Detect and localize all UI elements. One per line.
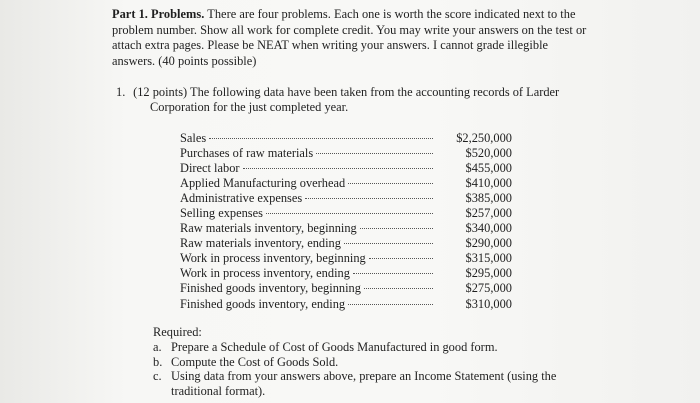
problem-1-statement (116, 85, 586, 116)
table-row (180, 266, 516, 281)
table-row (180, 131, 516, 146)
row-value: $315,000 (465, 251, 512, 266)
row-label: Raw materials inventory, beginning (180, 221, 357, 236)
row-value: $310,000 (465, 296, 512, 311)
table-row (180, 221, 516, 236)
required-item-letter: b. (153, 354, 163, 369)
required-heading: Required: (153, 325, 202, 339)
row-label: Administrative expenses (180, 191, 303, 206)
row-label: Work in process inventory, ending (180, 266, 350, 281)
table-row (180, 206, 516, 221)
table-row (180, 146, 516, 161)
row-label: Direct labor (180, 161, 240, 176)
table-row (180, 281, 516, 296)
row-value: $295,000 (465, 266, 512, 281)
required-item-text: Prepare a Schedule of Cost of Goods Manufactured in good form. (171, 339, 498, 354)
required-item-letter: a. (153, 339, 162, 354)
intro-text: There are four problems. Each one is worth the score indicated next to the problem number. Show all work for complete credit. You may write your answers on the test or attach extra pages. Please be NEAT when writing your answers. I cannot grade illegible answers. (40 points possible) (112, 7, 587, 68)
row-value: $520,000 (465, 146, 512, 161)
table-row (180, 251, 516, 266)
table-row (180, 176, 516, 191)
problem-line-1: (12 points) The following data have been taken from the accounting records of Larder (133, 85, 560, 99)
row-label: Applied Manufacturing overhead (180, 176, 346, 191)
required-item (153, 355, 593, 370)
table-row (180, 236, 516, 251)
required-item-text: Compute the Cost of Goods Sold. (171, 354, 339, 369)
row-label: Sales (180, 131, 207, 145)
row-value: $290,000 (465, 236, 512, 251)
row-value: $2,250,000 (456, 131, 512, 145)
row-label: Finished goods inventory, beginning (180, 281, 361, 296)
required-item-letter: c. (153, 369, 162, 384)
row-value: $340,000 (465, 221, 512, 236)
required-item (153, 340, 593, 355)
table-row (180, 191, 516, 206)
row-value: $410,000 (465, 176, 512, 191)
part-heading: Part 1. Problems. (112, 7, 205, 21)
row-value: $257,000 (465, 206, 512, 221)
required-section (153, 325, 593, 399)
problem-number: 1. (116, 85, 126, 99)
table-row (180, 161, 516, 176)
required-item (153, 369, 593, 399)
intro-paragraph (112, 7, 592, 69)
row-value: $275,000 (465, 281, 512, 296)
row-label: Work in process inventory, beginning (180, 251, 366, 266)
problem-line-2: Corporation for the just completed year. (150, 100, 349, 115)
row-label: Selling expenses (180, 206, 263, 221)
accounting-data-table (180, 131, 516, 312)
row-label: Raw materials inventory, ending (180, 236, 341, 251)
row-label: Finished goods inventory, ending (180, 296, 346, 311)
required-item-text: Using data from your answers above, prepare an Income Statement (using the traditional format). (171, 369, 557, 399)
row-value: $455,000 (465, 161, 512, 176)
row-label: Purchases of raw materials (180, 146, 314, 161)
table-row (180, 297, 516, 312)
row-value: $385,000 (465, 191, 512, 206)
